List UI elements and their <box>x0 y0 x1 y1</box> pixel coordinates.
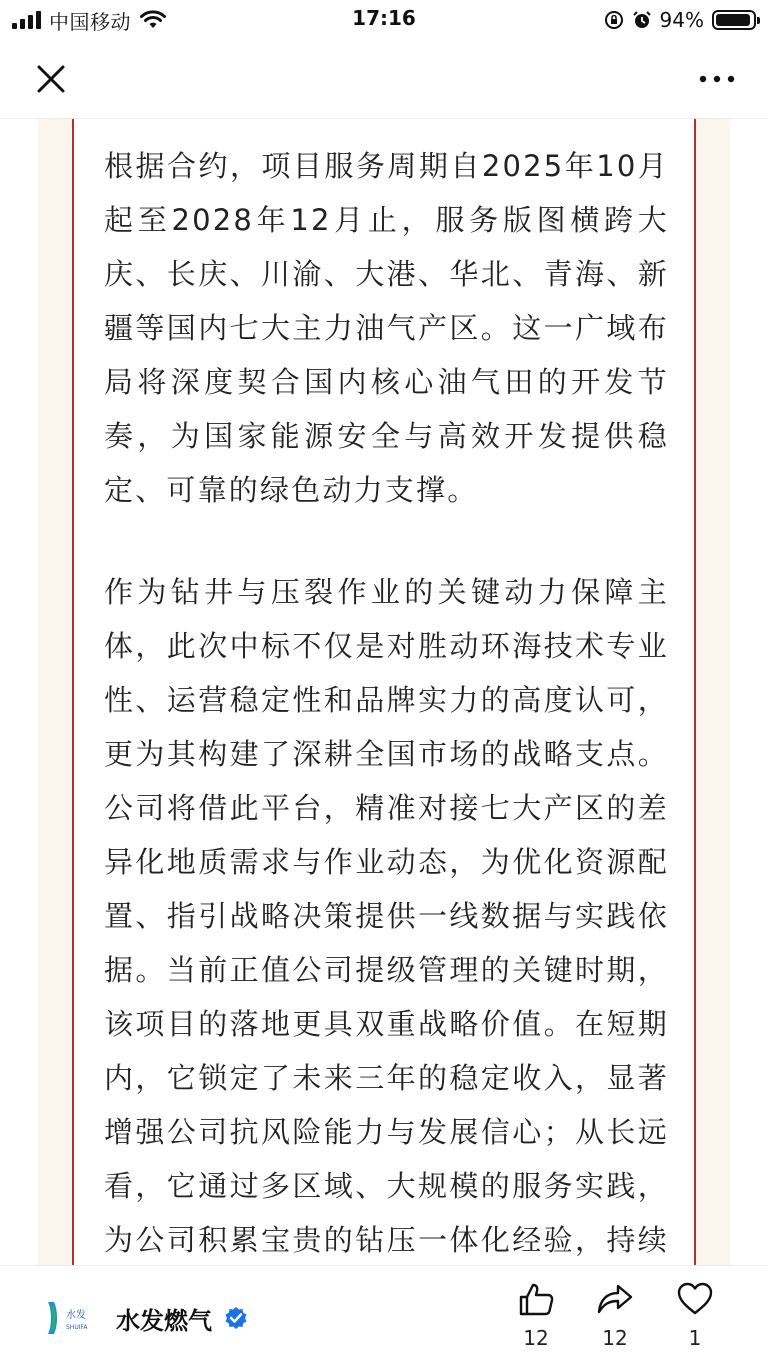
verified-badge-icon <box>224 1306 248 1330</box>
logo-subtext: SHUIFA <box>66 1324 88 1331</box>
share-icon <box>596 1280 634 1318</box>
article-paragraph-2: 作为钻井与压裂作业的关键动力保障主体，此次中标不仅是对胜动环海技术专业性、运营稳定性和品牌实力的高度认可，更为其构建了深耕全国市场的战略支点。公司将借此平台，精准对接七大产区的差异化地质需求与作业动态，为优化资源配置、指引战略决策提供一线数据与实践依据。当前正值公司提级管理的关键时期，该项目的落地更具双重战略价值。在短期内，它锁定了未来三年的稳定收入，显著增强公司抗风险能力与发展信心；从长远看，它通过多区域、大规模的服务实践，为公司积累宝贵的钻压一体化经验，持续 <box>104 575 669 1257</box>
top-nav <box>0 40 768 119</box>
account-info[interactable] <box>42 1296 248 1340</box>
battery-percent: 94% <box>659 8 704 32</box>
more-icon[interactable] <box>696 58 738 100</box>
like-button[interactable] <box>506 1280 566 1350</box>
status-right <box>604 6 756 34</box>
favorite-count: 1 <box>688 1326 702 1350</box>
carrier-label: 中国移动 <box>49 9 131 34</box>
close-icon[interactable] <box>30 58 72 100</box>
bottom-bar <box>0 1265 768 1367</box>
article-paragraph-1: 根据合约，项目服务周期自2025年10月起至2028年12月止，服务版图横跨大庆、长庆、川渝、大港、华北、青海、新疆等国内七大主力油气产区。这一广域布局将深度契合国内核心油气田的开发节奏，为国家能源安全与高效开发提供稳定、可靠的绿色动力支撑。 <box>104 149 669 507</box>
logo-text: 水发 <box>66 1310 86 1321</box>
share-count: 12 <box>602 1326 628 1350</box>
orientation-lock-icon <box>604 10 624 30</box>
alarm-icon <box>632 10 652 30</box>
article-card <box>72 119 696 1265</box>
heart-icon <box>676 1280 714 1318</box>
battery-fill <box>716 14 750 26</box>
status-bar <box>0 0 768 40</box>
status-time: 17:16 <box>352 6 416 30</box>
battery-icon <box>712 10 756 30</box>
favorite-button[interactable] <box>665 1280 725 1350</box>
thumbs-up-icon <box>517 1280 555 1318</box>
share-button[interactable] <box>585 1280 645 1350</box>
account-name[interactable]: 水发燃气 <box>116 1306 212 1335</box>
account-logo-icon <box>42 1296 98 1340</box>
like-count: 12 <box>523 1326 549 1350</box>
